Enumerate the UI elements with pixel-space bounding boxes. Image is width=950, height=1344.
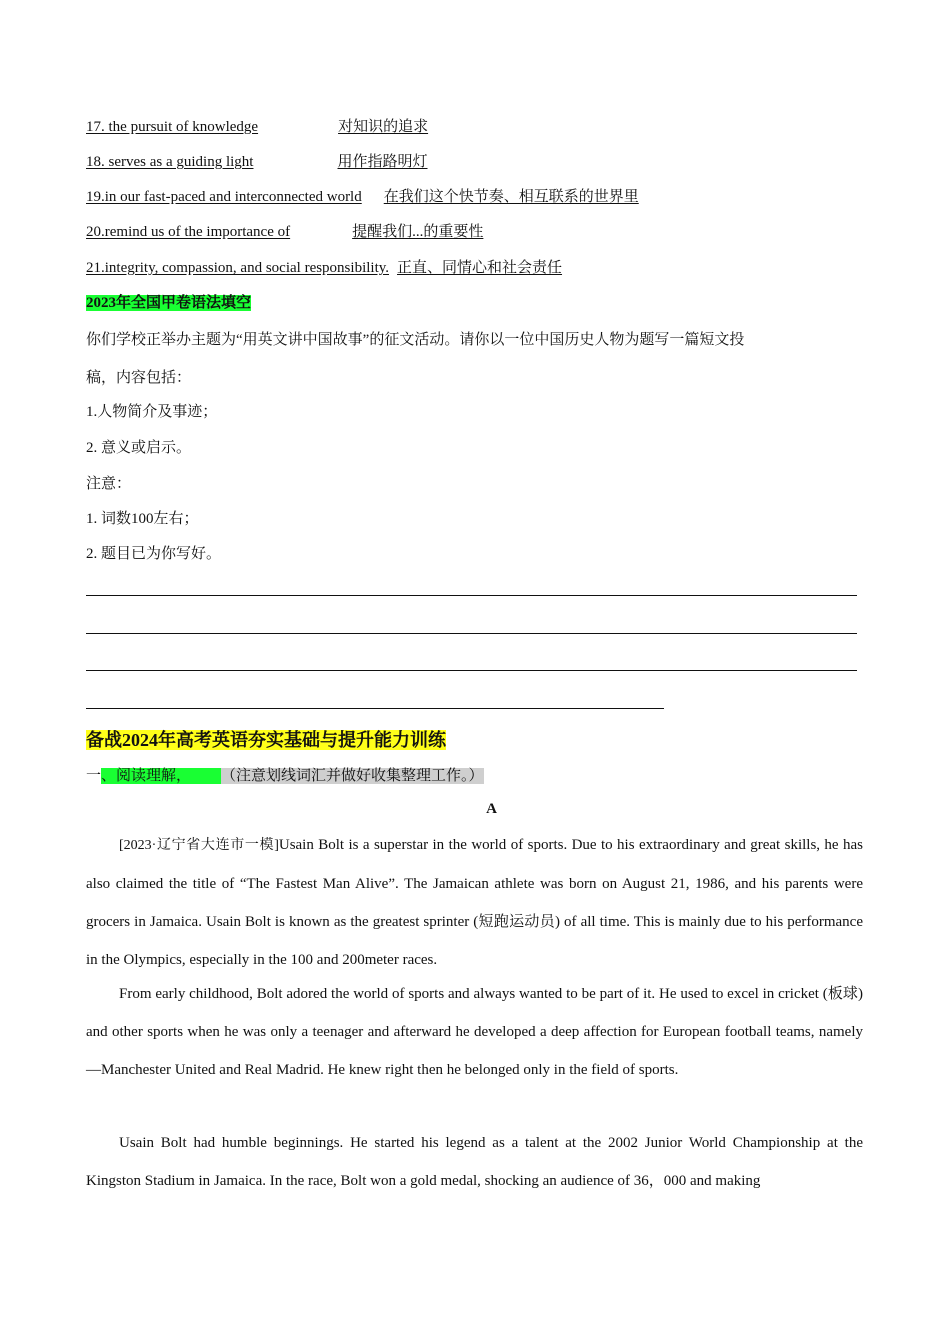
task-intro-line2: 稿，内容包括： <box>86 370 192 386</box>
reading-number: 一 <box>86 768 102 784</box>
vocab-item-20 <box>86 222 483 242</box>
section-title: 备战2024年高考英语夯实基础与提升能力训练 <box>86 730 446 750</box>
task-note-2: 2. 题目已为你写好。 <box>86 546 222 562</box>
vocab-chinese: 正直、同情心和社会责任 <box>397 260 563 276</box>
answer-line[interactable] <box>86 595 857 596</box>
vocab-english: 21.integrity, compassion, and social responsibility. <box>86 260 390 276</box>
vocab-english: 17. the pursuit of knowledge <box>86 119 259 135</box>
vocab-english: 19.in our fast-paced and interconnected world <box>86 189 362 205</box>
task-point-2: 2. 意义或启示。 <box>86 440 192 456</box>
vocab-chinese: 对知识的追求 <box>338 119 429 135</box>
vocab-english: 18. serves as a guiding light <box>86 154 254 170</box>
answer-line[interactable] <box>86 670 857 671</box>
passage-paragraph-1: [2023·辽宁省大连市一模]Usain Bolt is a superstar in the world of sports. Due to his extraordinary and great skills, he has also claimed the title of “The Fastest Man Alive”. The Jamaican athlete was born on August 21, 1986, and his parents were grocers in Jamaica. Usain Bolt is known as the greatest sprinter (短跑运动员) of all time. This is mainly due to his performance in the Olympics, especially in the 100 and 200meter races. <box>86 837 863 968</box>
answer-line[interactable] <box>86 633 857 634</box>
passage-paragraph-3: Usain Bolt had humble beginnings. He started his legend as a talent at the 2002 Junior World Championship at the Kingston Stadium in Jamaica. In the race, Bolt won a gold medal, shocking an audience of 36，000 and making <box>86 1135 863 1189</box>
reading-note: （注意划线词汇并做好收集整理工作。） <box>221 768 484 784</box>
vocab-item-17 <box>86 117 428 137</box>
vocab-item-19 <box>86 187 639 207</box>
passage-source: [2023·辽宁省大连市一模] <box>119 838 279 853</box>
task-note-1: 1. 词数100左右； <box>86 511 199 527</box>
vocab-chinese: 提醒我们...的重要性 <box>352 224 484 240</box>
vocab-item-18 <box>86 152 428 172</box>
vocab-english: 20.remind us of the importance of <box>86 224 291 240</box>
task-intro-line1: 你们学校正举办主题为“用英文讲中国故事”的征文活动。请你以一位中国历史人物为题写一篇短文投 <box>86 332 745 348</box>
vocab-chinese: 用作指路明灯 <box>337 154 428 170</box>
vocab-item-21 <box>86 258 562 278</box>
answer-line[interactable] <box>86 708 664 709</box>
passage-paragraph-2: From early childhood, Bolt adored the world of sports and always wanted to be part of it. He used to excel in cricket (板球) and other sports when he was only a teenager and afterward he developed a deep affection for European football teams, namely—Manchester United and Real Madrid. He knew right then he belonged only in the field of sports. <box>86 986 863 1078</box>
vocab-chinese: 在我们这个快节奏、相互联系的世界里 <box>383 189 639 205</box>
passage-letter: A <box>486 801 497 817</box>
reading-title: 、阅读理解， <box>101 768 221 784</box>
reading-label <box>86 766 484 786</box>
task-point-1: 1.人物简介及事迹； <box>86 404 218 420</box>
task-note-label: 注意： <box>86 476 132 492</box>
grammar-heading: 2023年全国甲卷语法填空 <box>86 295 252 311</box>
